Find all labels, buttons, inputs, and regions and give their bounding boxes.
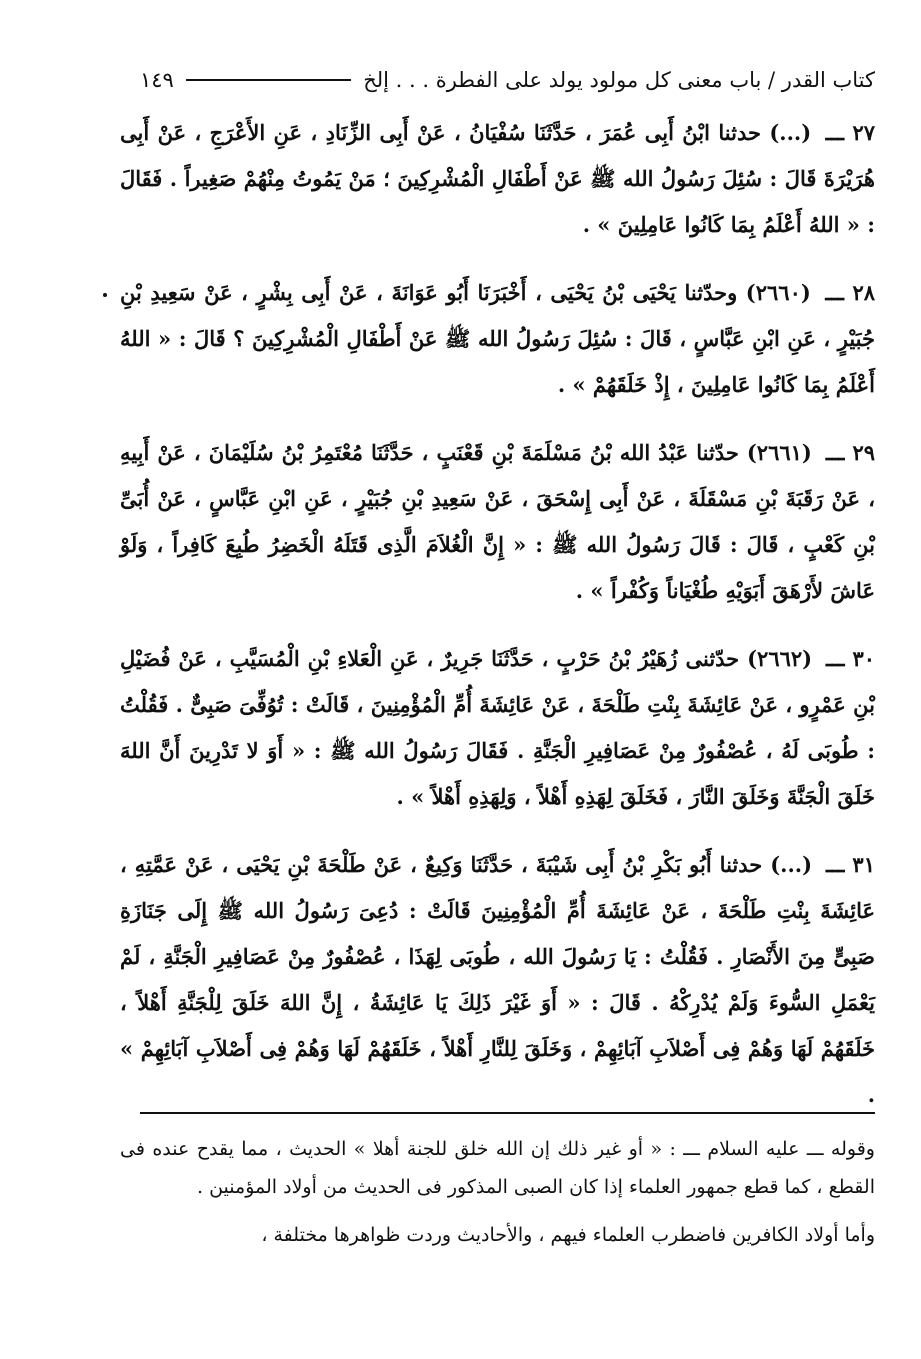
footnote-separator — [140, 1112, 875, 1114]
footnote-paragraph: وأما أولاد الكافرين فاضطرب العلماء فيهم ، والأحاديث وردت ظواهرها مختلفة ، — [261, 1224, 875, 1246]
footnotes — [120, 1130, 875, 1264]
hadith-text: (...) حدثنا أَبُو بَكْرِ بْنُ أَبِى شَيْبَةَ ، حَدَّثَنَا وَكِيعٌ ، عَنْ طَلْحَةَ بْنِ يَحْيَى ، عَنْ عَمَّتِهِ ، عَائِشَةَ بِنْتِ طَلْحَةَ ، عَنْ عَائِشَةَ أُمِّ الْمُؤْمِنِينَ قَالَتْ : دُعِىَ رَسُولُ الله ﷺ إِلَى جَنَازَةِ صَبِىٍّ مِنَ الأَنْصَارِ . فَقُلْتُ : يَا رَسُولَ الله ، طُوبَى لِهَذَا ، عُصْفُورٌ مِنْ عَصَافِيرِ الْجَنَّةِ ، لَمْ يَعْمَلِ السُّوءَ وَلَمْ يُدْرِكْهُ . قَالَ : « أَوَ غَيْرَ ذَلِكَ يَا عَائِشَةُ ، إِنَّ اللهَ خَلَقَ لِلْجَنَّةِ أَهْلاً ، خَلَقَهُمْ لَهَا وَهُمْ فِى أَصْلاَبِ آبَائِهِمْ ، وَخَلَقَ لِلنَّارِ أَهْلاً ، خَلَقَهُمْ لَهَا وَهُمْ فِى أَصْلاَبِ آبَائِهِمْ » . — [120, 852, 875, 1107]
hadith-paragraph — [120, 636, 875, 820]
main-text — [120, 110, 875, 1140]
hadith-paragraph — [120, 842, 875, 1118]
hadith-number: ٢٨ ـــ — [825, 280, 875, 305]
running-header — [140, 60, 875, 100]
footnote-paragraph: وقوله ـــ عليه السلام ـــ : « أو غير ذلك إن الله خلق للجنة أهلا » الحديث ، مما يقدح عنده فى القطع ، كما قطع جمهور العلماء إذا كان الصبى المذكور فى الحديث من أولاد المؤمنين . — [120, 1138, 875, 1198]
hadith-text: (٢٦٦٢) حدّثنى زُهَيْرُ بْنُ حَرْبٍ ، حَدَّثَنَا جَرِيرٌ ، عَنِ الْعَلاءِ بْنِ الْمُسَيَّبِ ، عَنْ فُضَيْلِ بْنِ عَمْرٍو ، عَنْ عَائِشَةَ بِنْتِ طَلْحَةَ ، عَنْ عَائِشَةَ أُمِّ الْمُؤْمِنِينَ ، قَالَتْ : تُوُفِّىَ صَبِىٌّ . فَقُلْتُ : طُوبَى لَهُ ، عُصْفُورٌ مِنْ عَصَافِيرِ الْجَنَّةِ . فَقَالَ رَسُولُ الله ﷺ : « أَوَ لا تَدْرِينَ أَنَّ اللهَ خَلَقَ الْجَنَّةَ وَخَلَقَ النَّارَ ، فَخَلَقَ لِهَذِهِ أَهْلاً ، وَلِهَذِهِ أَهْلاً » . — [120, 646, 875, 809]
header-rule — [186, 79, 351, 81]
stray-mark — [103, 293, 107, 297]
hadith-number: ٢٩ ـــ — [825, 440, 875, 465]
hadith-paragraph — [120, 110, 875, 248]
hadith-number: ٢٧ ـــ — [825, 120, 875, 145]
hadith-text: (٢٦٦١) حدّثنا عَبْدُ الله بْنُ مَسْلَمَةَ بْنِ قَعْنَبٍ ، حَدَّثَنَا مُعْتَمِرُ بْنُ سُلَيْمَانَ ، عَنْ أَبِيهِ ، عَنْ رَقَبَةَ بْنِ مَسْقَلَةَ ، عَنْ أَبِى إِسْحَقَ ، عَنْ سَعِيدِ بْنِ جُبَيْرٍ ، عَنِ ابْنِ عَبَّاسٍ ، عَنْ أُبَىِّ بْنِ كَعْبٍ ، قَالَ : قَالَ رَسُولُ الله ﷺ : « إِنَّ الْغُلاَمَ الَّذِى قَتَلَهُ الْخَضِرُ طُبِعَ كَافِراً ، وَلَوْ عَاشَ لأَرْهَقَ أَبَوَيْهِ طُغْيَاناً وَكُفْراً » . — [120, 440, 875, 603]
hadith-number: ٣١ ـــ — [826, 852, 875, 877]
hadith-paragraph — [120, 270, 875, 408]
hadith-text: (...) حدثنا ابْنُ أَبِى عُمَرَ ، حَدَّثَنَا سُفْيَانُ ، عَنْ أَبِى الزِّنَادِ ، عَنِ الأَعْرَجِ ، عَنْ أَبِى هُرَيْرَةَ قَالَ : سُئِلَ رَسُولُ الله ﷺ عَنْ أَطْفَالِ الْمُشْرِكِينَ ؛ مَنْ يَمُوتُ مِنْهُمْ صَغِيراً . فَقَالَ : « اللهُ أَعْلَمُ بِمَا كَانُوا عَامِلِينَ » . — [120, 120, 875, 237]
running-header-title: كتاب القدر / باب معنى كل مولود يولد على الفطرة . . . إلخ — [363, 68, 875, 92]
hadith-text: (٢٦٦٠) وحدّثنا يَحْيَى بْنُ يَحْيَى ، أَخْبَرَنَا أَبُو عَوَانَةَ ، عَنْ أَبِى بِشْرٍ ، عَنْ سَعِيدِ بْنِ جُبَيْرٍ ، عَنِ ابْنِ عَبَّاسٍ ، قَالَ : سُئِلَ رَسُولُ الله ﷺ عَنْ أَطْفَالِ الْمُشْرِكِينَ ؟ قَالَ : « اللهُ أَعْلَمُ بِمَا كَانُوا عَامِلِينَ ، إِذْ خَلَقَهُمْ » . — [120, 280, 875, 397]
hadith-paragraph — [120, 430, 875, 614]
hadith-number: ٣٠ ـــ — [826, 646, 875, 671]
page-number: ١٤٩ — [140, 68, 174, 92]
